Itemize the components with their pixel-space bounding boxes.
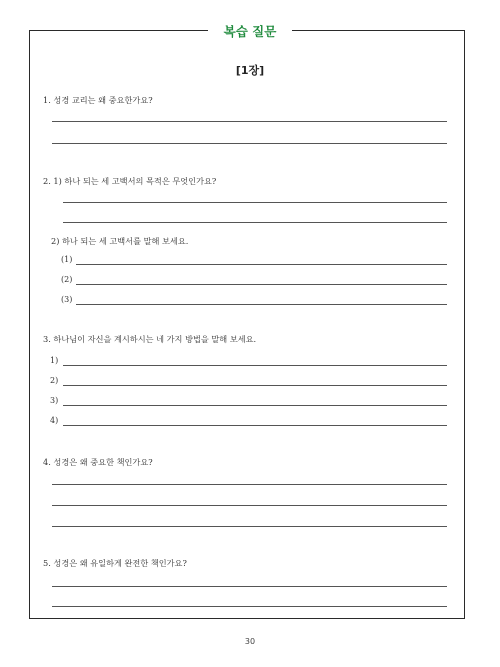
answer-line[interactable] <box>63 405 447 406</box>
item-label: 1) <box>50 356 59 365</box>
item-label: (2) <box>61 275 73 284</box>
question-1: 1. 성경 교리는 왜 중요한가요? <box>43 95 153 105</box>
answer-line[interactable] <box>76 264 447 265</box>
answer-line[interactable] <box>76 284 447 285</box>
item-label: 3) <box>50 396 59 405</box>
item-label: (1) <box>61 255 73 264</box>
answer-line[interactable] <box>63 385 447 386</box>
answer-line[interactable] <box>76 304 447 305</box>
page-number: 30 <box>244 637 256 646</box>
answer-line[interactable] <box>52 586 447 587</box>
question-4: 4. 성경은 왜 중요한 책인가요? <box>43 457 153 467</box>
item-label: 4) <box>50 416 59 425</box>
answer-line[interactable] <box>52 143 447 144</box>
answer-line[interactable] <box>52 484 447 485</box>
chapter-heading: [1장] <box>235 64 265 77</box>
question-5: 5. 성경은 왜 유일하게 완전한 책인가요? <box>43 558 187 568</box>
question-2-1: 2. 1) 하나 되는 세 고백서의 목적은 무엇인가요? <box>43 176 217 186</box>
answer-line[interactable] <box>63 202 447 203</box>
header-title: 복습 질문 <box>208 23 293 41</box>
item-label: 2) <box>50 376 59 385</box>
item-label: (3) <box>61 295 73 304</box>
answer-line[interactable] <box>52 505 447 506</box>
answer-line[interactable] <box>63 365 447 366</box>
answer-line[interactable] <box>63 222 447 223</box>
question-3: 3. 하나님이 자신을 계시하시는 네 가지 방법을 말해 보세요. <box>43 334 257 344</box>
answer-line[interactable] <box>52 526 447 527</box>
answer-line[interactable] <box>52 606 447 607</box>
question-2-2: 2) 하나 되는 세 고백서를 말해 보세요. <box>51 236 189 246</box>
page-frame <box>29 30 465 619</box>
answer-line[interactable] <box>63 425 447 426</box>
answer-line[interactable] <box>52 121 447 122</box>
